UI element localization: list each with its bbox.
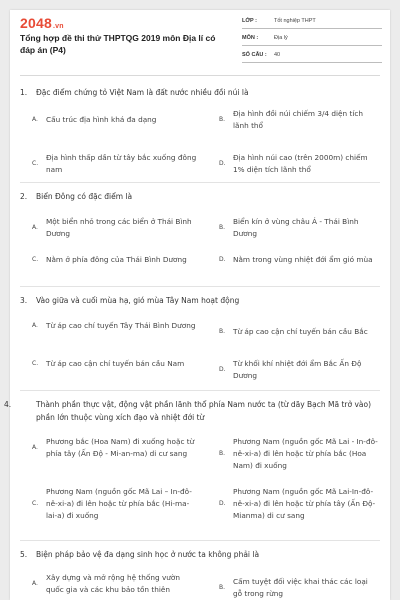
question-text: 2. Biển Đông có đặc điểm là xyxy=(20,192,133,201)
meta-value: Tốt nghiệp THPT xyxy=(274,18,316,24)
option-a[interactable]: A. Cấu trúc địa hình khá đa dạng xyxy=(32,115,157,124)
option-b[interactable]: B. Cấm tuyệt đối việc khai thác các loại gỗ trong rừng xyxy=(219,577,368,598)
option-d[interactable]: D. Nằm trong vùng nhiệt đới ẩm gió mùa xyxy=(219,255,373,264)
meta-value: Địa lý xyxy=(274,35,288,41)
option-d[interactable]: D. Từ khối khí nhiệt đới ẩm Bắc Ấn Độ Dương xyxy=(219,359,362,380)
option-c[interactable]: C. Từ áp cao cận chí tuyến bán cầu Nam xyxy=(32,359,185,368)
option-b[interactable]: B. Địa hình đồi núi chiếm 3/4 diện tích lãnh thổ xyxy=(219,109,363,130)
meta-label: LỚP : xyxy=(242,18,257,24)
option-a[interactable]: A. Xây dựng và mở rộng hệ thống vườn quốc gia và các khu bảo tồn thiên xyxy=(32,573,180,594)
question-text: 4. Thành phần thực vật, động vật phần lãnh thổ phía Nam nước ta (từ dãy Bạch Mã trở vào) phần lớn thuộc vùng xích đạo và nhiệt đới từ xyxy=(4,400,372,422)
option-a[interactable]: A. Một biển nhỏ trong các biển ở Thái Bình Dương xyxy=(32,217,192,238)
question-divider xyxy=(20,286,380,287)
question-text: 3. Vào giữa và cuối mùa hạ, gió mùa Tây Nam hoạt động xyxy=(20,296,240,305)
question-text: 1. Đặc điểm chứng tỏ Việt Nam là đất nước nhiều đồi núi là xyxy=(20,88,249,97)
header-divider xyxy=(20,75,380,76)
option-a[interactable]: A. Phương bắc (Hoa Nam) đi xuống hoặc từ phía tây (Ấn Độ - Mi-an-ma) di cư sang xyxy=(32,437,195,458)
option-c[interactable]: C. Nằm ở phía đông của Thái Bình Dương xyxy=(32,255,187,264)
option-b[interactable]: B. Biển kín ở vùng châu Á - Thái Bình Dương xyxy=(219,217,359,238)
meta-row-class xyxy=(242,14,382,29)
option-b[interactable]: B. Phương Nam (nguồn gốc Mã Lai - In-đô-nê-xi-a) đi lên hoặc từ phía bắc (Hoa Nam) đi xuống xyxy=(219,437,378,470)
question-divider xyxy=(20,182,380,183)
question-divider xyxy=(20,390,380,391)
option-a[interactable]: A. Từ áp cao chí tuyến Tây Thái Bình Dương xyxy=(32,321,196,330)
option-c[interactable]: C. Địa hình thấp dần từ tây bắc xuống đông nam xyxy=(32,153,197,174)
meta-label: SỐ CÂU : xyxy=(242,52,267,58)
meta-label: MÔN : xyxy=(242,35,259,41)
document-meta xyxy=(242,14,382,65)
site-logo[interactable]: 2048.vn xyxy=(20,15,64,31)
option-d[interactable]: D. Phương Nam (nguồn gốc Mã Lai-In-đô-nê-xi-a) đi lên hoặc từ phía tây (Ấn Độ-Mianma) di cư sang xyxy=(219,487,376,520)
question-divider xyxy=(20,540,380,541)
option-c[interactable]: C. Phương Nam (nguồn gốc Mã Lai – In-đô-nê-xi-a) đi lên hoặc từ phía bắc (Hi-ma-lai-a) đi xuống xyxy=(32,487,192,520)
option-b[interactable]: B. Từ áp cao cận chí tuyến bán cầu Bắc xyxy=(219,327,368,336)
option-d[interactable]: D. Địa hình núi cao (trên 2000m) chiếm 1% diện tích lãnh thổ xyxy=(219,153,368,174)
question-text: 5. Biện pháp bảo vệ đa dạng sinh học ở nước ta không phải là xyxy=(20,550,260,559)
document-header xyxy=(10,10,390,68)
document-page xyxy=(4,10,390,600)
meta-row-question-count xyxy=(242,48,382,63)
document-title: Tổng hợp đề thi thử THPTQG 2019 môn Địa lí có đáp án (P4) xyxy=(20,33,216,55)
meta-value: 40 xyxy=(274,52,281,58)
meta-row-subject xyxy=(242,31,382,46)
